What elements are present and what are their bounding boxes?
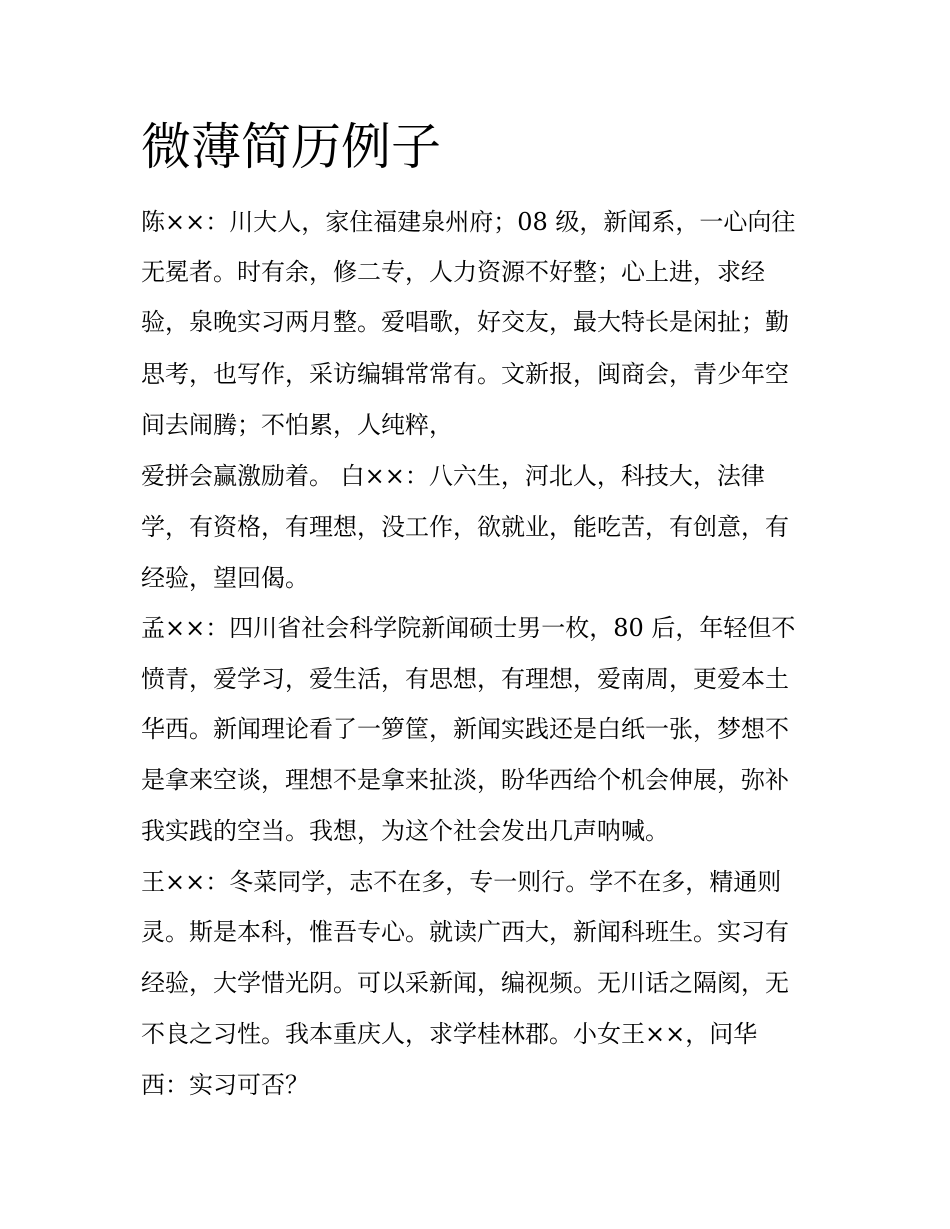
body-line-16: 经验，大学惜光阴。可以采新闻，编视频。无川话之隔阂，无 xyxy=(141,969,789,997)
body-line-2: 无冕者。时有余，修二专，人力资源不好整；心上进，求经 xyxy=(141,258,765,286)
body-line-12: 是拿来空谈，理想不是拿来扯淡，盼华西给个机会伸展，弥补 xyxy=(141,766,789,794)
body-line-17: 不良之习性。我本重庆人，求学桂林郡。小女王××，问华 xyxy=(141,1020,758,1048)
body-line-11: 华西。新闻理论看了一箩筐，新闻实践还是白纸一张，梦想不 xyxy=(141,715,789,743)
body-line-3: 验，泉晚实习两月整。爱唱歌，好交友，最大特长是闲扯；勤 xyxy=(141,308,789,336)
body-line-14: 王××：冬菜同学，志不在多，专一则行。学不在多，精通则 xyxy=(141,868,782,896)
document-title: 微薄简历例子 xyxy=(141,118,441,176)
body-line-1: 陈××：川大人，家住福建泉州府；08 级，新闻系，一心向往 xyxy=(141,208,796,236)
body-line-10: 愤青，爱学习，爱生活，有思想，有理想，爱南周，更爱本土 xyxy=(141,665,789,693)
body-line-6: 爱拼会赢激励着。 白××：八六生，河北人，科技大，法律 xyxy=(141,462,765,490)
body-line-7: 学，有资格，有理想，没工作，欲就业，能吃苦，有创意，有 xyxy=(141,513,789,541)
body-line-5: 间去闹腾；不怕累，人纯粹， xyxy=(141,411,453,439)
body-line-18: 西：实习可否？ xyxy=(141,1071,309,1099)
body-line-9: 孟××：四川省社会科学院新闻硕士男一枚，80 后，年轻但不 xyxy=(141,614,796,642)
body-line-15: 灵。斯是本科，惟吾专心。就读广西大，新闻科班生。实习有 xyxy=(141,918,789,946)
body-line-13: 我实践的空当。我想，为这个社会发出几声呐喊。 xyxy=(141,817,669,845)
body-line-4: 思考，也写作，采访编辑常常有。文新报，闽商会，青少年空 xyxy=(141,360,789,388)
body-line-8: 经验，望回偈。 xyxy=(141,564,309,592)
